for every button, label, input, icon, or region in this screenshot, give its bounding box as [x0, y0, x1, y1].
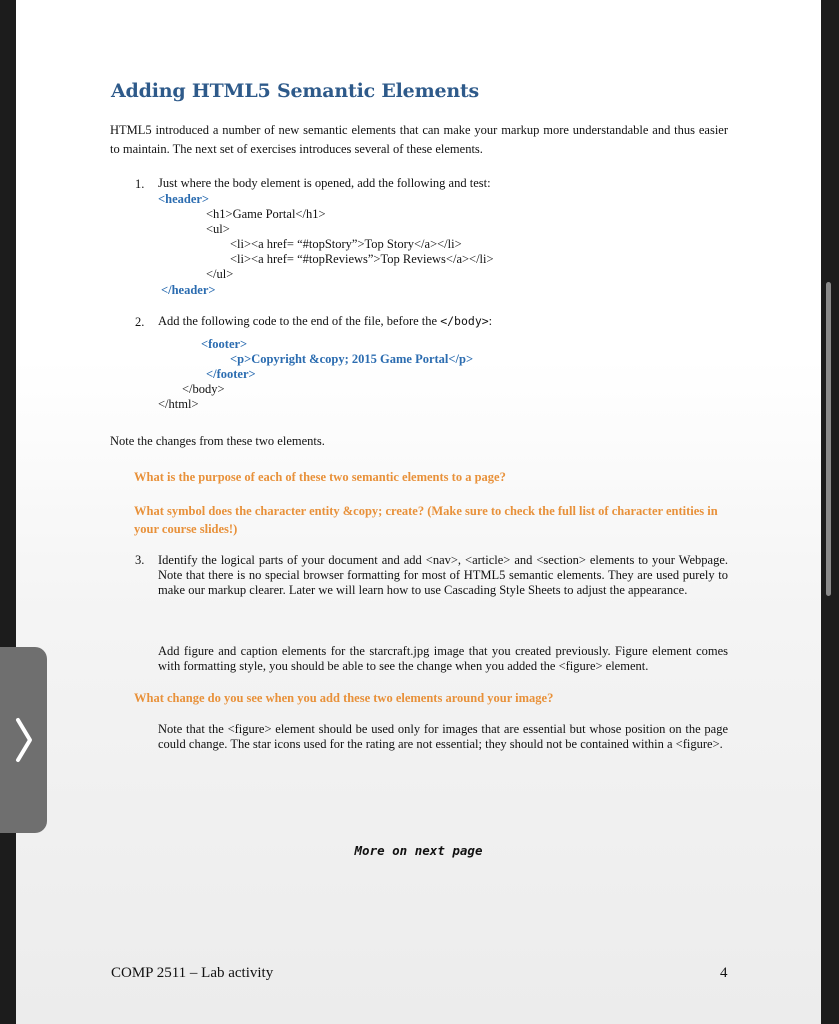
intro-paragraph: HTML5 introduced a number of new semantic elements that can make your markup more understandable and thus easier to maintain. The next set of exercises introduces several of these elements. — [110, 123, 728, 156]
inline-code-body-close: </body> — [440, 314, 489, 328]
document-page — [16, 0, 821, 1024]
step-1-text: Just where the body element is opened, add the following and test: — [158, 176, 491, 190]
step-3-number: 3. — [135, 553, 145, 567]
page-title: Adding HTML5 Semantic Elements — [111, 80, 480, 102]
scrollbar-thumb[interactable] — [826, 282, 831, 596]
code-li-2: <li><a href= “#topReviews”>Top Reviews</a></li> — [230, 252, 494, 266]
chevron-right-icon — [14, 717, 34, 763]
code-html-close: </html> — [158, 397, 199, 411]
question-3: What change do you see when you add these two elements around your image? — [134, 691, 554, 705]
step-2-number: 2. — [135, 315, 145, 329]
code-li-1: <li><a href= “#topStory”>Top Story</a></li> — [230, 237, 462, 251]
code-copyright-p: <p>Copyright &copy; 2015 Game Portal</p> — [230, 352, 474, 366]
code-ul-close: </ul> — [206, 267, 234, 281]
page-number: 4 — [720, 965, 728, 981]
more-on-next-page: More on next page — [354, 843, 483, 858]
code-body-close: </body> — [182, 382, 225, 396]
step-3-text: Identify the logical parts of your document and add <nav>, <article> and <section> elements to your Webpage. Note that there is no special browser formatting for most of HTML5 semantic elements. They are used purely to make our markup clearer. Later we will learn how to use Cascading Style Sheets to adjust the appearance. — [158, 553, 728, 597]
code-header-close: </header> — [161, 283, 216, 297]
question-2: What symbol does the character entity &copy; create? (Make sure to check the full list of character entities in your course slides!) — [134, 504, 718, 536]
code-footer-open: <footer> — [201, 337, 248, 351]
code-header-open: <header> — [158, 192, 210, 206]
note-text: Note the changes from these two elements. — [110, 434, 325, 448]
step-1-number: 1. — [135, 177, 145, 191]
step-2-text: Add the following code to the end of the file, before the </body>: — [158, 314, 493, 328]
question-1: What is the purpose of each of these two semantic elements to a page? — [134, 470, 506, 484]
figure-instruction: Add figure and caption elements for the starcraft.jpg image that you created previously. Figure element comes with formatting style, you should be able to see the change when you added the <figure> element. — [158, 644, 728, 673]
figure-note: Note that the <figure> element should be used only for images that are essential but whose position on the page could change. The star icons used for the rating are not essential; they should not be contained within a <figure>. — [158, 722, 728, 751]
code-footer-close: </footer> — [206, 367, 256, 381]
footer-course: COMP 2511 – Lab activity — [111, 965, 274, 981]
code-ul-open: <ul> — [206, 222, 230, 236]
next-page-button[interactable] — [0, 647, 47, 833]
code-h1: <h1>Game Portal</h1> — [206, 207, 326, 221]
